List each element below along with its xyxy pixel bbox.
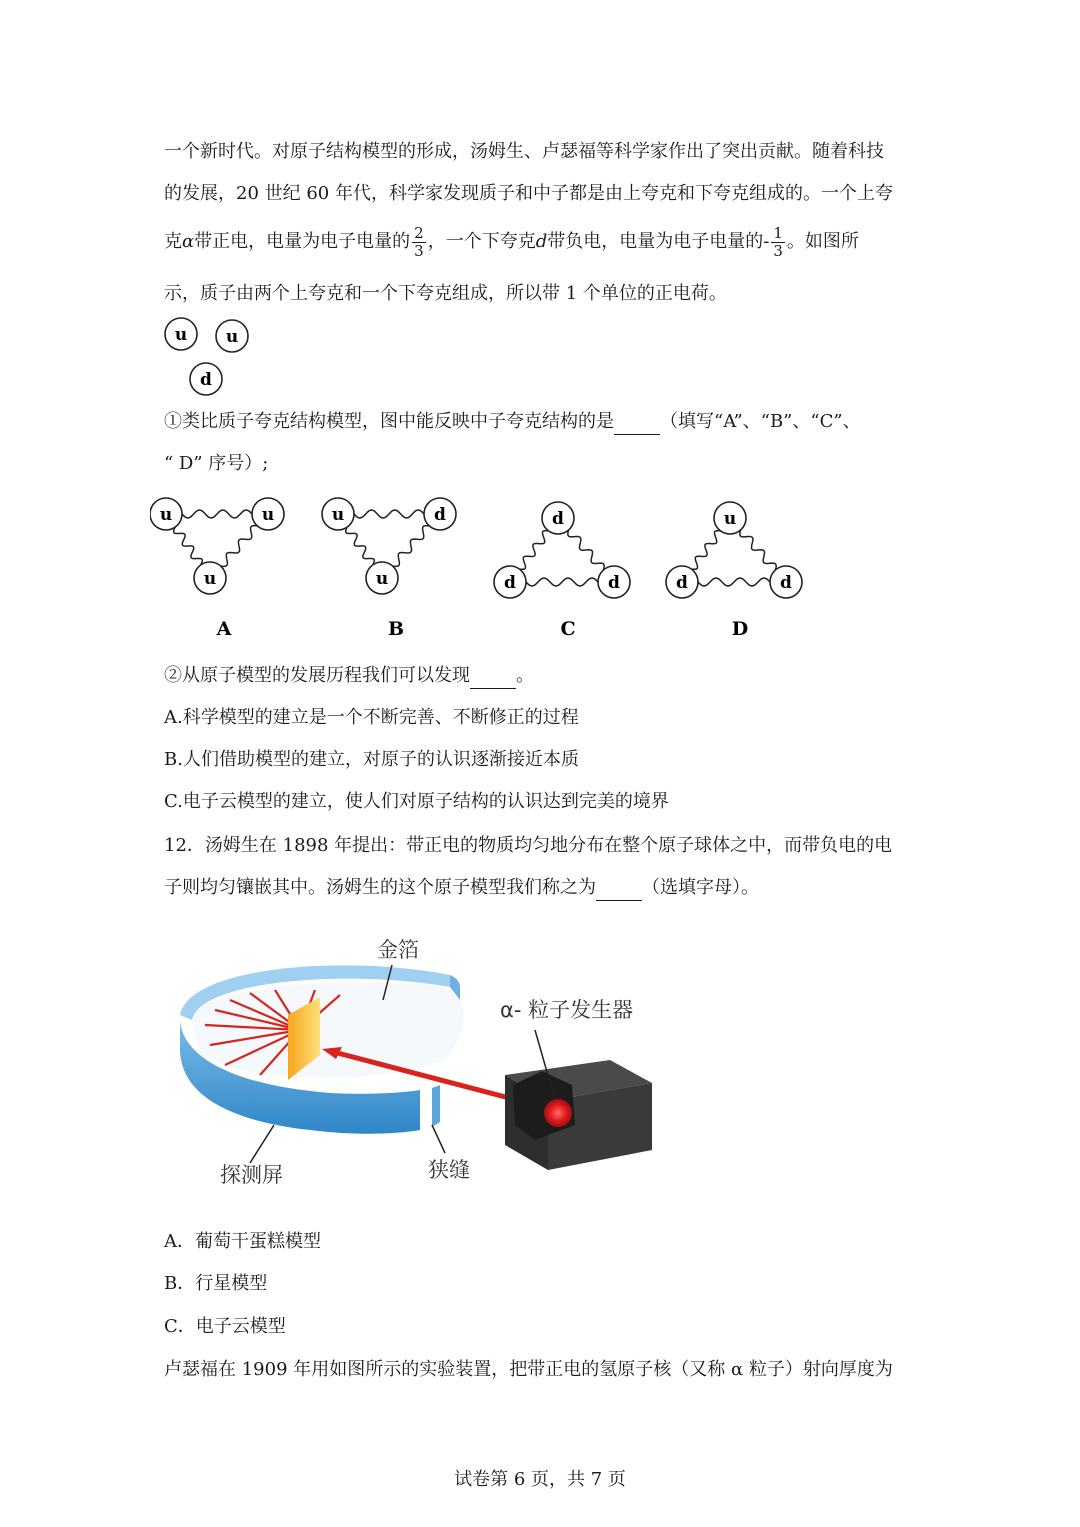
option-label-d: D: [731, 618, 749, 640]
paragraph-line-2: 的发展，20 世纪 60 年代，科学家发现质子和中子都是由上夸克和下夸克组成的。一个上夸: [164, 183, 893, 204]
d-symbol: d: [535, 231, 548, 252]
quark-label: d: [504, 573, 516, 593]
quark-label: d: [608, 573, 620, 593]
gluon-line: [182, 510, 252, 518]
screen-end: [432, 1085, 440, 1127]
screen-interior: [192, 982, 464, 1077]
gluon-line: [346, 527, 375, 565]
question-12-line-2: 子则均匀镶嵌其中。汤姆生的这个原子模型我们称之为 （选填字母）。: [164, 876, 759, 901]
quark-label: u: [159, 505, 173, 525]
option-label-c: C: [560, 618, 576, 640]
quark-label: d: [434, 505, 446, 525]
quark-options-diagram: [150, 490, 850, 650]
quark-label: u: [331, 505, 345, 525]
question-12-option-b: B．行星模型: [164, 1273, 268, 1294]
gluon-line: [354, 510, 424, 518]
gluon-line: [568, 530, 604, 570]
question-1-line-2: “ D” 序号）;: [164, 453, 269, 474]
question-12-line-1: 12．汤姆生在 1898 年提出：带正电的物质均匀地分布在整个原子球体之中，而带负电的电: [164, 835, 893, 856]
source-label: α- 粒子发生器: [500, 998, 634, 1022]
alpha-source-glow: [544, 1099, 572, 1127]
question-2-option-a: A.科学模型的建立是一个不断完善、不断修正的过程: [164, 707, 579, 728]
quark-label: u: [203, 569, 217, 589]
question-2-stem: ②从原子模型的发展历程我们可以发现 。: [164, 664, 534, 689]
proton-quark-diagram: [160, 314, 256, 400]
fraction-one-third: $\frac{1}{3}$: [773, 223, 783, 260]
option-diagram-c: [494, 502, 630, 640]
quark-label: u: [375, 569, 389, 589]
screen-leader-line: [250, 1125, 274, 1163]
paragraph-line-3: 克α带正电，电量为电子电量的 $\frac{2}{3}$ ，一个下夸克d带负电，电量为电子电量的- $\frac{1}{3}$ 。如图所: [164, 223, 859, 260]
gluon-line: [698, 578, 770, 586]
gluon-line: [692, 531, 721, 570]
question-1-line-1: ①类比质子夸克结构模型，图中能反映中子夸克结构的是 （填写“A”、“B”、“C”、: [164, 410, 861, 435]
gluon-line: [393, 526, 430, 567]
paragraph-line-4: 示，质子由两个上夸克和一个下夸克组成，所以带 1 个单位的正电荷。: [164, 283, 727, 304]
rutherford-experiment-figure: [170, 925, 670, 1200]
quark-label-2: u: [225, 327, 239, 347]
gluon-line: [740, 530, 776, 570]
rutherford-paragraph: 卢瑟福在 1909 年用如图所示的实验装置，把带正电的氢原子核（又称 α 粒子）射向厚度为: [164, 1359, 893, 1380]
question-2-option-b: B.人们借助模型的建立，对原子的认识逐渐接近本质: [164, 749, 579, 770]
answer-blank-3: [596, 876, 642, 901]
option-label-a: A: [216, 618, 232, 640]
option-label-b: B: [387, 618, 405, 640]
paragraph-line-1: 一个新时代。对原子结构模型的形成，汤姆生、卢瑟福等科学家作出了突出贡献。随着科技: [164, 141, 884, 162]
foil-label: 金箔: [377, 938, 419, 962]
answer-blank-1: [614, 410, 660, 435]
screen-label: 探测屏: [220, 1163, 283, 1187]
question-2-option-c: C.电子云模型的建立，使人们对原子结构的认识达到完美的境界: [164, 791, 669, 812]
option-diagram-d: [666, 502, 802, 640]
quark-label-1: u: [174, 325, 188, 345]
quark-label: d: [676, 573, 688, 593]
question-12-option-a: A．葡萄干蛋糕模型: [164, 1231, 321, 1252]
gluon-line: [526, 578, 598, 586]
fraction-two-thirds: $\frac{2}{3}$: [414, 223, 424, 260]
quark-label: d: [552, 509, 564, 529]
alpha-symbol: α: [182, 231, 195, 252]
gluon-line: [221, 526, 258, 567]
page-footer: 试卷第 6 页，共 7 页: [454, 1469, 626, 1490]
quark-label-3: d: [200, 370, 212, 390]
quark-label: u: [723, 509, 737, 529]
option-diagram-b: [322, 498, 456, 640]
slit-leader-line: [432, 1125, 445, 1153]
answer-blank-2: [470, 664, 516, 689]
question-12-option-c: C．电子云模型: [164, 1316, 286, 1337]
quark-label: u: [261, 505, 275, 525]
gluon-line: [174, 527, 203, 565]
gluon-line: [520, 531, 549, 570]
option-diagram-a: [150, 498, 284, 640]
quark-label: d: [780, 573, 792, 593]
slit-label: 狭缝: [428, 1158, 470, 1182]
